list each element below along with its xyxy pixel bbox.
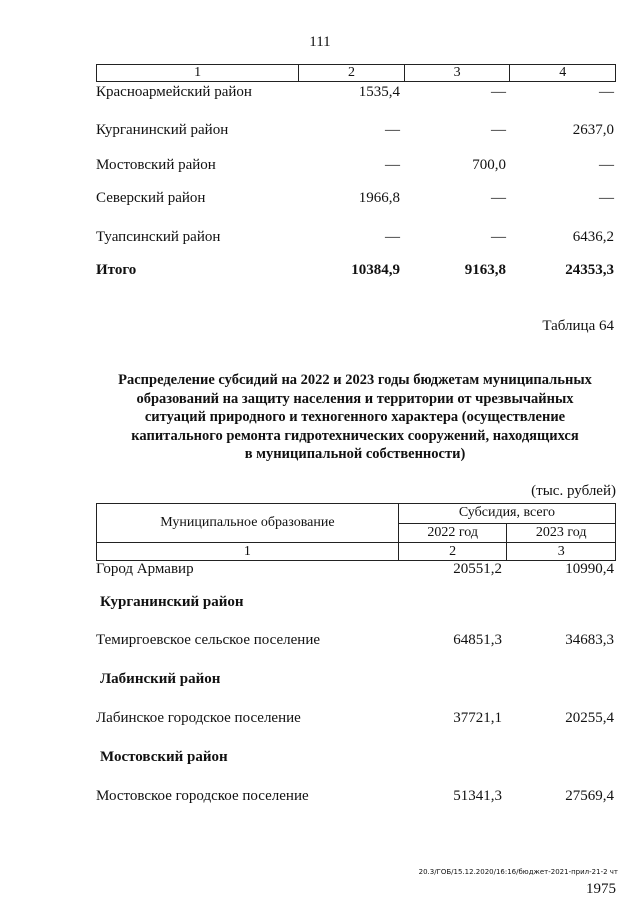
row-col4: —: [599, 157, 614, 173]
table2-header: [96, 503, 616, 561]
title-line: ситуаций природного и техногенного характера (осуществление: [144, 409, 566, 425]
row-col3: —: [491, 122, 506, 138]
row-col4: —: [599, 84, 614, 100]
table1-header: [96, 64, 616, 82]
table-row: [96, 788, 616, 805]
row-col2: 1966,8: [358, 190, 400, 206]
district-heading: Мостовский район: [100, 749, 228, 765]
table-row: [96, 122, 616, 139]
row-col3: —: [491, 190, 506, 206]
row-col2: —: [385, 157, 400, 173]
table-total-row: [96, 262, 616, 279]
row-name: Красноармейский район: [96, 84, 252, 100]
header-num-3: 3: [507, 543, 616, 561]
header-2022: 2022 год: [398, 523, 507, 543]
row-2022: 64851,3: [453, 632, 502, 648]
title-line: в муниципальной собственности): [244, 446, 466, 462]
footer-document-code: 20.3/ГОБ/15.12.2020/16:16/бюджет-2021-прил-21-2 чт: [418, 868, 618, 876]
total-label: Итого: [96, 262, 137, 278]
row-2022: 37721,1: [453, 710, 502, 726]
title-line: Распределение субсидий на 2022 и 2023 годы бюджетам муниципальных: [118, 372, 592, 388]
title-line: капитального ремонта гидротехнических сооружений, находящихся: [131, 427, 579, 444]
row-name: Северский район: [96, 190, 206, 206]
header-2023: 2023 год: [507, 523, 616, 543]
row-2023: 27569,4: [565, 788, 614, 804]
row-2022: 51341,3: [453, 788, 502, 804]
footer-page-number: 1975: [586, 881, 616, 897]
row-2022: 20551,2: [453, 561, 502, 577]
table-title: [90, 371, 620, 464]
row-name: Темиргоевское сельское поселение: [96, 632, 321, 648]
row-name: Курганинский район: [96, 122, 229, 138]
row-name: Мостовское городское поселение: [96, 788, 309, 804]
table1-header-col4: 4: [509, 65, 615, 81]
row-col4: 2637,0: [572, 122, 614, 138]
row-2023: 20255,4: [565, 710, 614, 726]
table1-header-col1: 1: [194, 65, 202, 80]
row-name: Город Армавир: [96, 561, 194, 577]
total-col2: 10384,9: [351, 262, 400, 278]
district-heading: Лабинский район: [100, 671, 221, 687]
page-number: 111: [309, 34, 331, 50]
row-col3: 700,0: [472, 157, 506, 173]
table-row: [96, 561, 616, 578]
row-name: Туапсинский район: [96, 229, 221, 245]
row-2023: 10990,4: [565, 561, 614, 577]
table-row: [96, 229, 616, 246]
row-col3: —: [491, 229, 506, 245]
table-caption: Таблица 64: [542, 318, 614, 334]
header-num-2: 2: [398, 543, 507, 561]
table-row: [96, 632, 616, 649]
table-row: [96, 157, 616, 174]
table1-header-col3: 3: [404, 65, 510, 81]
row-col2: 1535,4: [358, 84, 400, 100]
table-row: [96, 710, 616, 727]
title-line: образований на защиту населения и территории от чрезвычайных: [136, 390, 574, 407]
row-col2: —: [385, 122, 400, 138]
row-name: Мостовский район: [96, 157, 216, 173]
table-row: [96, 84, 616, 101]
header-municipality: Муниципальное образование: [97, 504, 399, 543]
row-col2: —: [385, 229, 400, 245]
row-col3: —: [491, 84, 506, 100]
row-2023: 34683,3: [565, 632, 614, 648]
units-label: (тыс. рублей): [531, 483, 616, 499]
district-heading: Курганинский район: [100, 594, 244, 610]
row-col4: 6436,2: [572, 229, 614, 245]
header-num-1: 1: [97, 543, 399, 561]
header-subsidy-total: Субсидия, всего: [398, 504, 615, 524]
row-name: Лабинское городское поселение: [96, 710, 301, 726]
table-row: [96, 190, 616, 207]
row-col4: —: [599, 190, 614, 206]
table1-header-col2: 2: [298, 65, 404, 81]
total-col3: 9163,8: [464, 262, 506, 278]
total-col4: 24353,3: [565, 262, 614, 278]
